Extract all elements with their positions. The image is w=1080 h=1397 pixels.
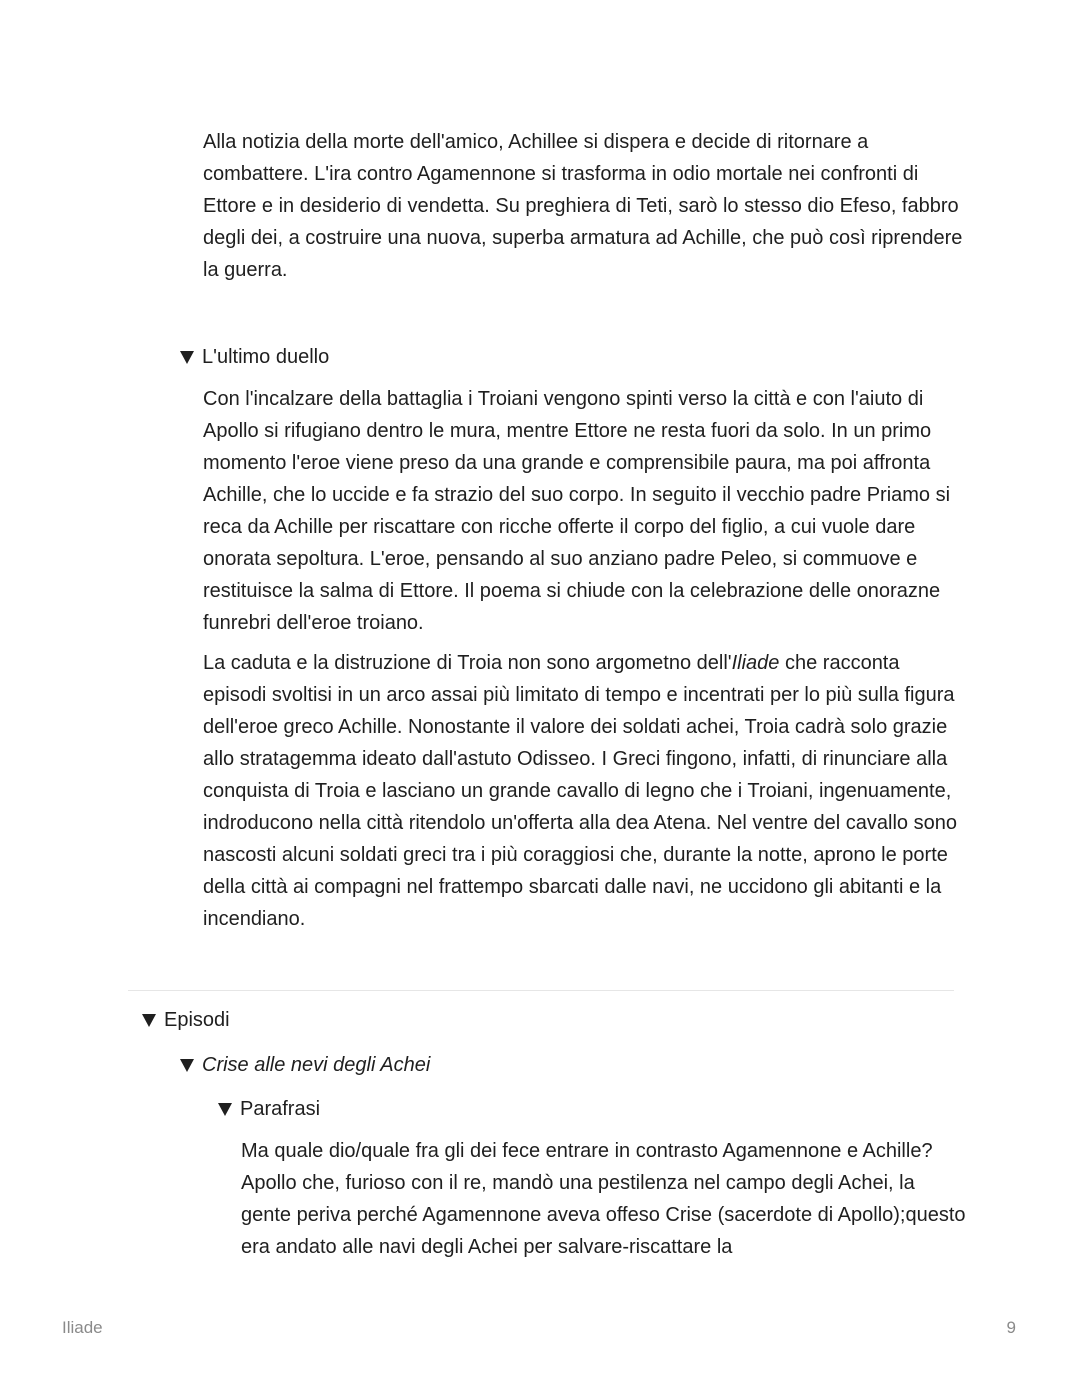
footer-title: Iliade [62,1318,103,1337]
section-divider [128,990,954,991]
paragraph-achille-armatura: Alla notizia della morte dell'amico, Achillee si dispera e decide di ritornare a combattere. L'ira contro Agamennone si trasforma in odio mortale nei confronti di Ettore e in desiderio di vendetta. Su preghiera di Teti, sarò lo stesso dio Efeso, fabbro degli dei, a costruire una nuova, superba armatura ad Achille, che può così riprendere la guerra. [203,131,963,281]
toggle-crise[interactable] [180,1051,430,1079]
paragraph-caduta-troia [203,647,963,935]
paragraph-parafrasi: Ma quale dio/quale fra gli dei fece entrare in contrasto Agamennone e Achille? Apollo che, furioso con il re, mandò una pestilenza nel campo degli Achei, la gente periva perché Agamennone aveva offeso Crise (sacerdote di Apollo);questo era andato alle navi degli Achei per salvare-riscattare la [241,1140,966,1258]
toggle-label: Crise alle nevi degli Achei [202,1054,431,1076]
triangle-down-icon[interactable] [180,1059,194,1072]
toggle-ultimo-duello[interactable] [180,343,329,371]
triangle-down-icon[interactable] [218,1103,232,1116]
triangle-down-icon[interactable] [180,351,194,364]
triangle-down-icon[interactable] [142,1014,156,1027]
italic-title: Iliade [731,652,780,674]
page-number: 9 [1006,1318,1016,1337]
paragraph-ultimo-duello: Con l'incalzare della battaglia i Troiani vengono spinti verso la città e con l'aiuto di Apollo si rifugiano dentro le mura, mentre Ettore ne resta fuori da solo. In un primo momento l'eroe viene preso da una grande e comprensibile paura, ma poi affronta Achille, che lo uccide e fa strazio del suo corpo. In seguito il vecchio padre Priamo si reca da Achille per riscattare con ricche offerte il corpo del figlio, a cui vuole dare onorata sepoltura. L'eroe, pensando al suo anziano padre Peleo, si commuove e restituisce la salma di Ettore. Il poema si chiude con la celebrazione delle onorazne funrebri dell'eroe troiano. [203,388,951,634]
text-run: La caduta e la distruzione di Troia non sono argometno dell' [203,652,732,674]
toggle-parafrasi[interactable] [218,1095,320,1123]
toggle-label: Episodi [164,1009,230,1031]
text-run: che racconta episodi svoltisi in un arco assai più limitato di tempo e incentrati per lo più sulla figura dell'eroe greco Achille. Nonostante il valore dei soldati achei, Troia cadrà solo grazie allo stratagemma ideato dall'astuto Odisseo. I Greci fingono, infatti, di rinunciare alla conquista di Troia e lasciano un grande cavallo di legno che i Troiani, ingenuamente, indroducono nella città ritendolo un'offerta alla dea Atena. Nel ventre del cavallo sono nascosti alcuni soldati greci tra i più coraggiosi che, durante la notte, aprono le porte della città ai compagni nel frattempo sbarcati dalle navi, ne uccidono gli abitanti e la incendiano. [203,652,957,930]
toggle-label: Parafrasi [240,1098,321,1120]
toggle-label: L'ultimo duello [202,346,330,368]
toggle-episodi[interactable] [142,1006,230,1034]
